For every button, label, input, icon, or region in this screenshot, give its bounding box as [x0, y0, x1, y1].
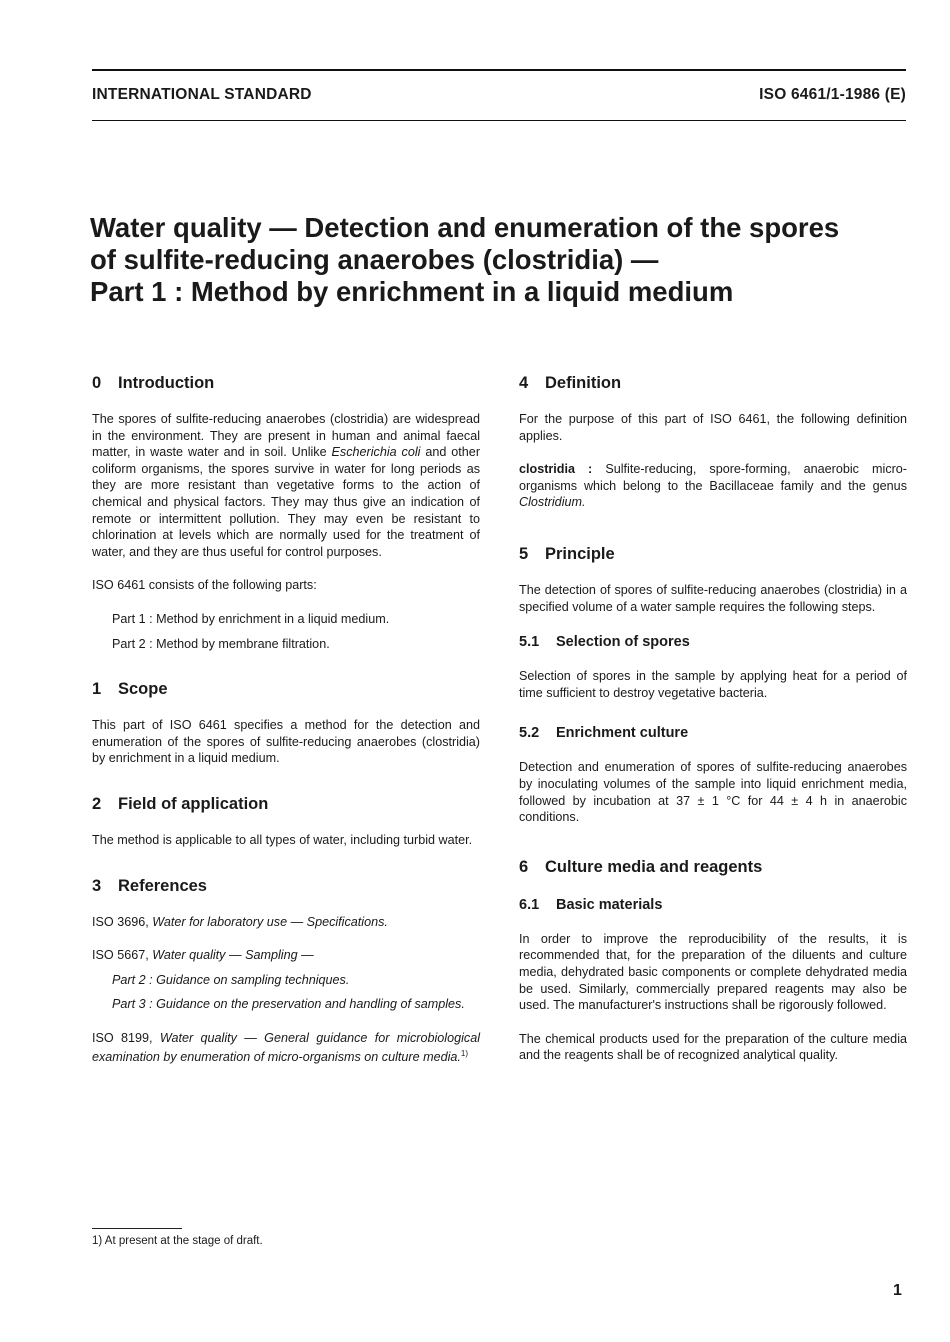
definition-intro: For the purpose of this part of ISO 6461, the following definition applies.: [519, 412, 907, 443]
footnote-marker: 1): [460, 1049, 469, 1059]
reference-iso-5667-part-3: Part 3 : Guidance on the preservation and handling of samples.: [112, 997, 465, 1012]
principle-paragraph: The detection of spores of sulfite-reducing anaerobes (clostridia) in a specified volume of a water sample requires the following steps.: [519, 582, 907, 614]
title-line-1: Water quality — Detection and enumeration of the spores: [90, 212, 840, 243]
reference-iso-3696: ISO 3696, Water for laboratory use — Specifications.: [92, 914, 388, 929]
header-standard-number: ISO 6461/1-1986 (E): [759, 86, 906, 103]
section-6-1-heading: 6.1 Basic materials: [519, 896, 663, 913]
section-1-heading: 1 Scope: [92, 680, 168, 699]
footnote: 1) At present at the stage of draft.: [92, 1235, 263, 1247]
header-bottom-rule: [92, 120, 906, 121]
header-top-rule: [92, 69, 906, 71]
part-2-item: Part 2 : Method by membrane filtration.: [112, 636, 330, 651]
introduction-paragraph: The spores of sulfite-reducing anaerobes (clostridia) are widespread in the environment. They are present in human and animal faecal matter, in waste water and in soil. Unlike Escherichia coli and other coliform organisms, the spores survive in water for long periods as they are more resistant than vegetative forms to the action of chemical and physical factors. They may thus give an indication of remote or intermittent pollution. They may even be resistant to chlorination at levels which are normally used for the treatment of water, and they are thus useful for control purposes.: [92, 412, 481, 559]
selection-of-spores-paragraph: Selection of spores in the sample by applying heat for a period of time sufficient to destroy vegetative bacteria.: [519, 669, 907, 700]
parts-intro: ISO 6461 consists of the following parts:: [92, 578, 317, 593]
document-title: [90, 212, 910, 308]
page-number: 1: [893, 1282, 902, 1299]
footnote-rule: [92, 1228, 182, 1229]
section-5-1-heading: 5.1 Selection of spores: [519, 634, 690, 651]
section-5-2-heading: 5.2 Enrichment culture: [519, 725, 689, 742]
title-line-2: of sulfite-reducing anaerobes (clostridia) —: [90, 244, 659, 275]
section-0-heading: 0 Introduction: [92, 374, 215, 392]
part-1-item: Part 1 : Method by enrichment in a liquid medium.: [112, 611, 390, 626]
definition-clostridia: clostridia : Sulfite-reducing, spore-forming, anaerobic micro-organisms which belong to the Bacillaceae family and the genus Clostridium.: [519, 462, 908, 510]
reference-iso-5667: ISO 5667, Water quality — Sampling —: [92, 948, 314, 963]
section-3-heading: 3 References: [92, 876, 207, 895]
section-4-heading: 4 Definition: [519, 374, 622, 392]
left-column: [92, 372, 480, 1083]
right-column: [519, 372, 907, 1081]
section-2-heading: 2 Field of application: [92, 794, 269, 813]
basic-materials-paragraph-1: In order to improve the reproducibility of the results, it is recommended that, for the preparation of the diluents and culture media, dehydrated basic components or complete dehydrated media be used. Similarly, commercially prepared reagents may also be used. The manufacturer's instructions shall be rigorously followed.: [519, 931, 907, 1013]
scope-paragraph: This part of ISO 6461 specifies a method for the detection and enumeration of the spores of sulfite-reducing anaerobes (clostridia) by enrichment in a liquid medium.: [92, 718, 480, 766]
basic-materials-paragraph-2: The chemical products used for the preparation of the culture media and the reagents shall be of recognized analytical quality.: [519, 1031, 907, 1063]
header-left-label: INTERNATIONAL STANDARD: [92, 86, 312, 103]
reference-iso-8199: ISO 8199, Water quality — General guidance for microbiological examination by enumeration of micro-organisms on culture media.$^{1)}$: [92, 1030, 481, 1065]
title-line-3: Part 1 : Method by enrichment in a liquid medium: [90, 276, 734, 307]
reference-iso-5667-part-2: Part 2 : Guidance on sampling techniques.: [112, 972, 350, 987]
field-of-application-paragraph: The method is applicable to all types of water, including turbid water.: [92, 832, 473, 847]
section-5-heading: 5 Principle: [519, 544, 615, 563]
section-6-heading: 6 Culture media and reagents: [519, 857, 763, 876]
enrichment-culture-paragraph: Detection and enumeration of spores of sulfite-reducing anaerobes by inoculating volumes of the sample into liquid enrichment media, followed by incubation at 37 ± 1 °C for 44 ± 4 h in anaerobic conditions.: [519, 760, 907, 825]
